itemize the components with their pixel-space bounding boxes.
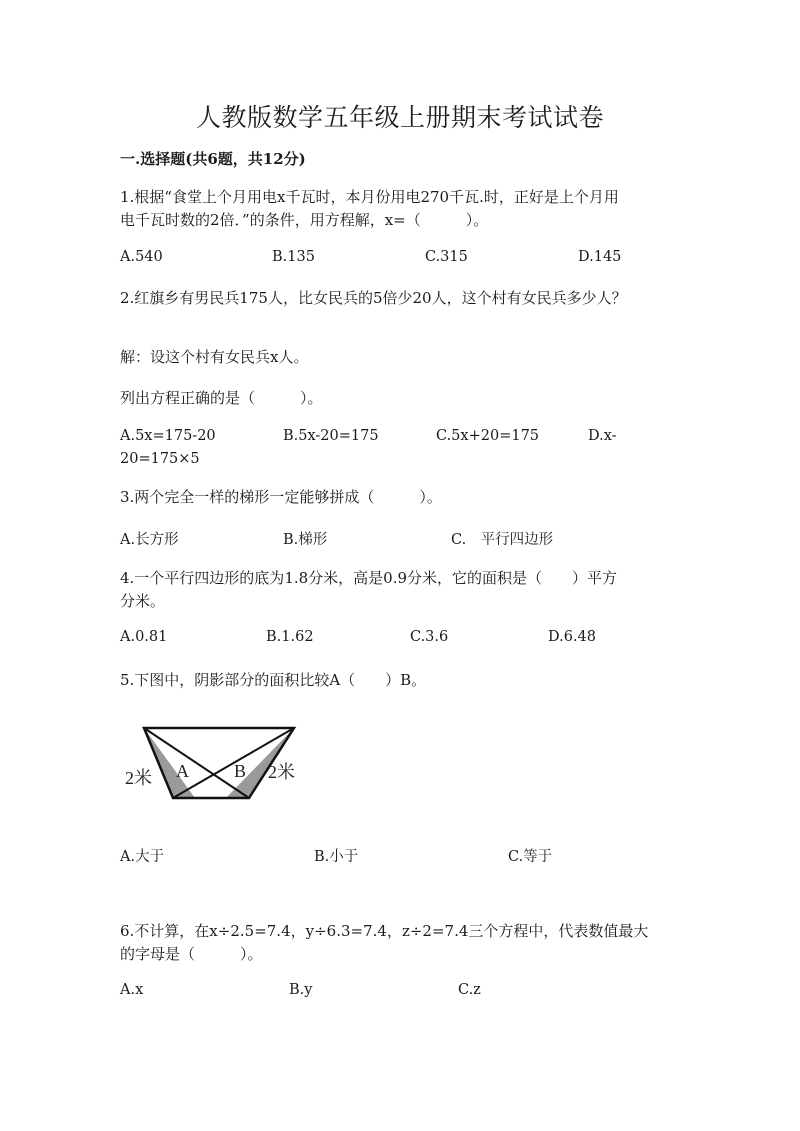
question-4-line-1: 4.一个平行四边形的底为1.8分米，高是0.9分米，它的面积是（ ）平方 — [120, 569, 618, 587]
question-3-option-a[interactable]: A.长方形 — [120, 532, 179, 548]
question-6-option-c[interactable]: C.z — [458, 982, 481, 998]
page-title: 人教版数学五年级上册期末考试试卷 — [195, 103, 604, 132]
question-2-option-d-wrap: 20=175×5 — [120, 451, 200, 467]
question-6-line-1: 6.不计算，在x÷2.5=7.4，y÷6.3=7.4，z÷2=7.4三个方程中，代表数值最大 — [120, 922, 649, 940]
question-1-option-b[interactable]: B.135 — [272, 249, 315, 265]
question-2-option-d[interactable]: D.x- — [588, 428, 617, 444]
question-1-line-2: 电千瓦时数的2倍．”的条件，用方程解，x=（ ）。 — [120, 211, 489, 229]
question-4-option-c[interactable]: C.3.6 — [410, 629, 449, 645]
left-dimension-label: 2米 — [125, 768, 152, 788]
question-4-option-d[interactable]: D.6.48 — [548, 629, 597, 645]
question-4-option-b[interactable]: B.1.62 — [266, 629, 314, 645]
question-2-option-a[interactable]: A.5x=175-20 — [120, 428, 216, 444]
question-6-line-2: 的字母是（ ）。 — [120, 945, 263, 963]
question-3-option-c[interactable]: C. 平行四边形 — [451, 532, 554, 548]
question-3-option-b[interactable]: B.梯形 — [283, 532, 328, 548]
trapezoid-figure — [122, 718, 307, 808]
question-1-option-c[interactable]: C.315 — [425, 249, 468, 265]
question-2-line-1: 2.红旗乡有男民兵175人，比女民兵的5倍少20人，这个村有女民兵多少人？ — [120, 289, 627, 307]
question-5-option-b[interactable]: B.小于 — [314, 849, 359, 865]
question-5-line-1: 5.下图中，阴影部分的面积比较A（ ）B。 — [120, 671, 427, 689]
label-b: B — [234, 761, 247, 781]
question-3-line-1: 3.两个完全一样的梯形一定能够拼成（ ）。 — [120, 488, 442, 506]
question-2-option-b[interactable]: B.5x-20=175 — [283, 428, 379, 444]
question-5-option-a[interactable]: A.大于 — [120, 849, 165, 865]
question-1-option-a[interactable]: A.540 — [120, 249, 163, 265]
question-4-option-a[interactable]: A.0.81 — [120, 629, 168, 645]
right-dimension-label: 2米 — [268, 762, 295, 782]
question-6-option-b[interactable]: B.y — [289, 982, 313, 998]
question-6-option-a[interactable]: A.x — [120, 982, 144, 998]
label-a: A — [176, 761, 189, 781]
question-1-line-1: 1.根据“食堂上个月用电x千瓦时，本月份用电270千瓦.时，正好是上个月用 — [120, 188, 619, 206]
question-2-option-c[interactable]: C.5x+20=175 — [436, 428, 540, 444]
question-2-prompt-line: 列出方程正确的是（ ）。 — [120, 389, 323, 407]
section-heading: 一.选择题(共6题，共12分) — [120, 150, 306, 168]
question-1-option-d[interactable]: D.145 — [578, 249, 622, 265]
question-5-option-c[interactable]: C.等于 — [508, 849, 553, 865]
question-2-solution-line: 解：设这个村有女民兵x人。 — [120, 348, 309, 366]
question-4-line-2: 分米。 — [120, 592, 166, 610]
